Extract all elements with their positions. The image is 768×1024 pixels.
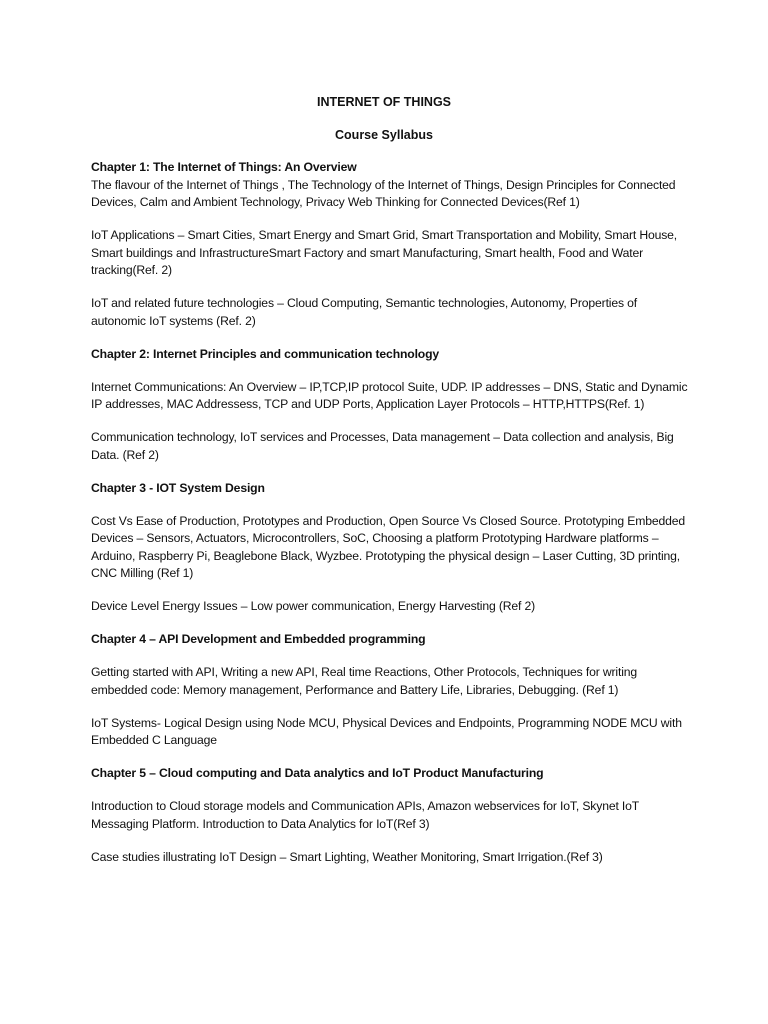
chapter-4-heading: Chapter 4 – API Development and Embedded programming: [91, 632, 426, 646]
chapter-5-paragraph-1: Introduction to Cloud storage models and Communication APIs, Amazon webservices for IoT, Skynet IoT Messaging Platform. Introduction to Data Analytics for IoT(Ref 3): [91, 799, 639, 831]
chapter-4-paragraph-1: Getting started with API, Writing a new API, Real time Reactions, Other Protocols, Techniques for writing embedded code: Memory management, Performance and Battery Life, Libraries, Debugging. (Ref 1): [91, 665, 638, 697]
document-subtitle: Course Syllabus: [335, 128, 433, 142]
chapter-4-paragraph-2: IoT Systems- Logical Design using Node MCU, Physical Devices and Endpoints, Programming NODE MCU with Embedded C Language: [91, 715, 682, 747]
chapter-3-paragraph-2: Device Level Energy Issues – Low power communication, Energy Harvesting (Ref 2): [91, 599, 536, 613]
syllabus-content: [91, 159, 691, 882]
chapter-2-heading: Chapter 2: Internet Principles and communication technology: [91, 346, 440, 361]
chapter-5-heading: Chapter 5 – Cloud computing and Data analytics and IoT Product Manufacturing: [91, 766, 544, 780]
chapter-3-paragraph-1: Cost Vs Ease of Production, Prototypes and Production, Open Source Vs Closed Source. Prototyping Embedded Devices – Sensors, Actuators, Microcontrollers, SoC, Choosing a platform Prototyping Hardware platforms – Arduino, Raspberry Pi, Beaglebone Black, Wyzbee. Prototyping the physical design – Laser Cutting, 3D printing, CNC Milling (Ref 1): [91, 513, 685, 580]
chapter-2-paragraph-2: Communication technology, IoT services and Processes, Data management – Data collection and analysis, Big Data. (Ref 2): [91, 430, 674, 462]
chapter-3-heading: Chapter 3 - IOT System Design: [91, 480, 265, 495]
chapter-5-paragraph-2: Case studies illustrating IoT Design – Smart Lighting, Weather Monitoring, Smart Irrigation.(Ref 3): [91, 849, 603, 864]
document-title: INTERNET OF THINGS: [316, 95, 452, 109]
chapter-1-paragraph-2: IoT Applications – Smart Cities, Smart Energy and Smart Grid, Smart Transportation and Mobility, Smart House, Smart buildings and InfrastructureSmart Factory and smart Manufacturing, Smart health, Food and Water tracking(Ref. 2): [91, 228, 678, 277]
chapter-1-paragraph-3: IoT and related future technologies – Cloud Computing, Semantic technologies, Autonomy, Properties of autonomic IoT systems (Ref. 2): [91, 296, 638, 328]
chapter-1-heading: Chapter 1: The Internet of Things: An Overview: [91, 160, 357, 174]
chapter-1-paragraph-1: The flavour of the Internet of Things , The Technology of the Internet of Things, Design Principles for Connected Devices, Calm and Ambient Technology, Privacy Web Thinking for Connected Devices(Ref 1): [91, 177, 676, 209]
chapter-2-paragraph-1: Internet Communications: An Overview – IP,TCP,IP protocol Suite, UDP. IP addresses – DNS, Static and Dynamic IP addresses, MAC Addressess, TCP and UDP Ports, Application Layer Protocols – HTTP,HTTPS(Ref. 1): [91, 379, 688, 411]
